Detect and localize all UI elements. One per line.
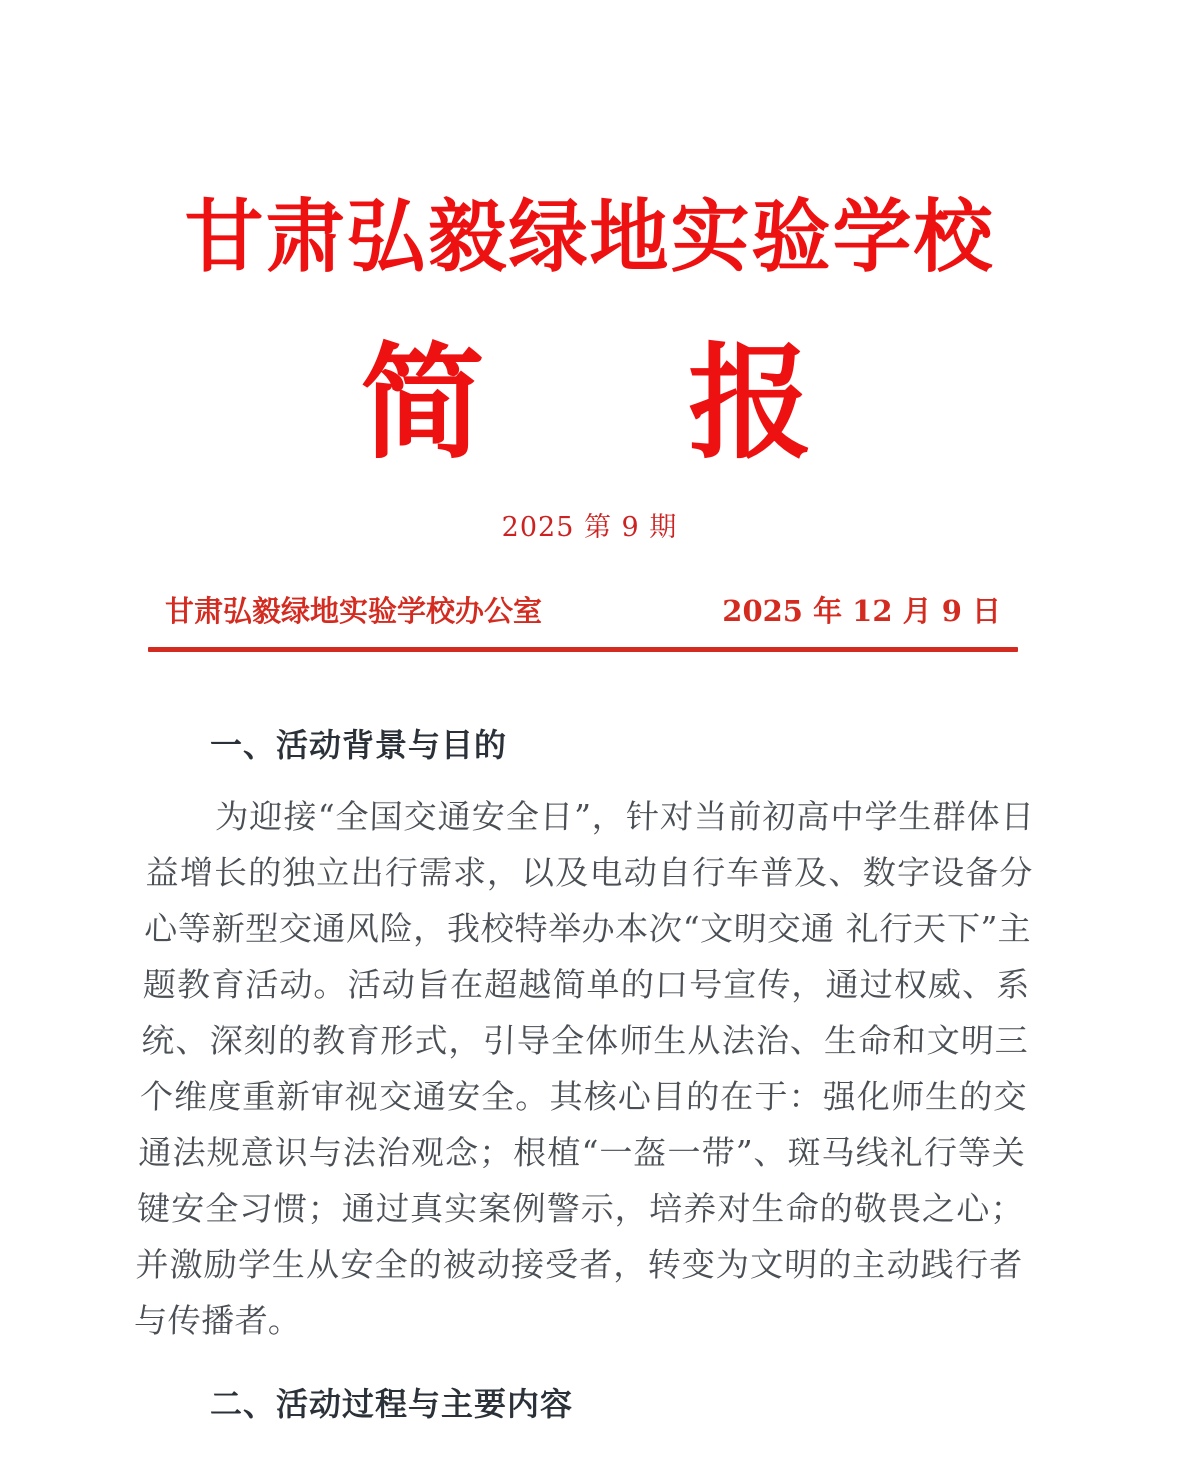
issuer-row bbox=[0, 593, 1179, 629]
masthead bbox=[0, 0, 1179, 652]
issue-date: 2025 年 12 月 9 日 bbox=[722, 593, 1001, 628]
masthead-divider bbox=[148, 647, 1018, 652]
organization-title: 甘肃弘毅绿地实验学校 bbox=[184, 191, 995, 283]
issuing-office: 甘肃弘毅绿地实验学校办公室 bbox=[165, 593, 543, 628]
document-body bbox=[0, 724, 1179, 1426]
section-heading-1: 一、活动背景与目的 bbox=[210, 725, 508, 764]
issue-number: 2025 第 9 期 bbox=[501, 512, 678, 544]
section-heading-2: 二、活动过程与主要内容 bbox=[210, 1384, 574, 1423]
section-paragraph-1: 为迎接“全国交通安全日”，针对当前初高中学生群体日益增长的独立出行需求，以及电动自行车普及、数字设备分心等新型交通风险，我校特举办本次“文明交通 礼行天下”主题教育活动。活动旨在超越简单的口号宣传，通过权威、系统、深刻的教育形式，引导全体师生从法治、生命和文明三个维度重新审视交通安全。其核心目的在于：强化师生的交通法规意识与法治观念；根植“一盔一带”、斑马线礼行等关键安全习惯；通过真实案例警示，培养对生命的敬畏之心；并激励学生从安全的被动接受者，转变为文明的主动践行者与传播者。 bbox=[133, 796, 1035, 1340]
document-type-title: 简 报 bbox=[360, 330, 819, 476]
